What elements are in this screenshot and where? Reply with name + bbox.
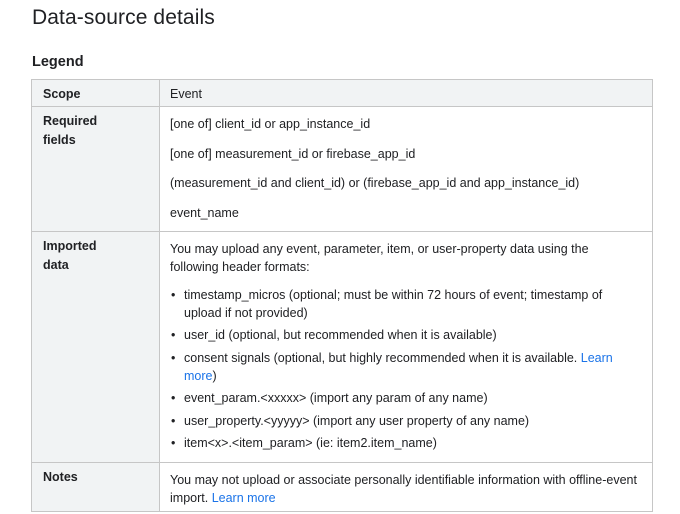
consent-learn-more-link[interactable]: Learn more [184, 350, 613, 383]
list-item: • timestamp_micros (optional; must be within 72 hours of event; timestamp of upload if not provided) [184, 286, 642, 322]
notes-learn-more-link[interactable]: Learn more [211, 491, 276, 505]
table-row-imported-data [32, 231, 653, 463]
table-row-scope [32, 80, 653, 107]
header-formats-list [170, 286, 642, 453]
list-item: • user_id (optional, but recommended when it is available) [184, 326, 642, 344]
notes-body: You may not upload or associate personally identifiable information with offline-event import. [170, 473, 637, 505]
required-field-line: event_name [170, 205, 239, 220]
consent-close-paren: ) [212, 368, 217, 383]
required-field-line: (measurement_id and client_id) or (firebase_app_id and app_instance_id) [170, 176, 580, 190]
required-fields-label-text: Required fields [43, 114, 98, 147]
imported-data-label [32, 231, 160, 463]
table-row-required-fields [32, 107, 653, 232]
scope-value: Event [160, 80, 653, 107]
notes-text [170, 471, 642, 507]
table-row-notes [32, 463, 653, 512]
imported-data-intro: You may upload any event, parameter, item, or user-property data using the following header formats: [170, 241, 589, 274]
notes-label: Notes [32, 463, 160, 512]
notes-value [160, 463, 653, 512]
list-item [184, 349, 642, 385]
list-item: • user_property.<yyyyy> (import any user property of any name) [184, 412, 642, 430]
imported-data-label-text: Imported data [43, 238, 97, 272]
list-item: • event_param.<xxxxx> (import any param of any name) [184, 389, 642, 407]
list-item: • item<x>.<item_param> (ie: item2.item_name) [184, 434, 642, 452]
scope-label: Scope [32, 80, 160, 107]
required-field-line: [one of] client_id or app_instance_id [170, 117, 371, 131]
page-title: Data-source details [32, 6, 215, 29]
data-source-table [31, 79, 653, 512]
imported-data-value [160, 231, 653, 463]
required-field-line: [one of] measurement_id or firebase_app_id [170, 146, 416, 161]
legend-heading: Legend [32, 54, 84, 70]
required-fields-value [160, 107, 653, 232]
required-fields-label [32, 107, 160, 232]
consent-text: consent signals (optional, but highly recommended when it is available. [184, 350, 578, 365]
